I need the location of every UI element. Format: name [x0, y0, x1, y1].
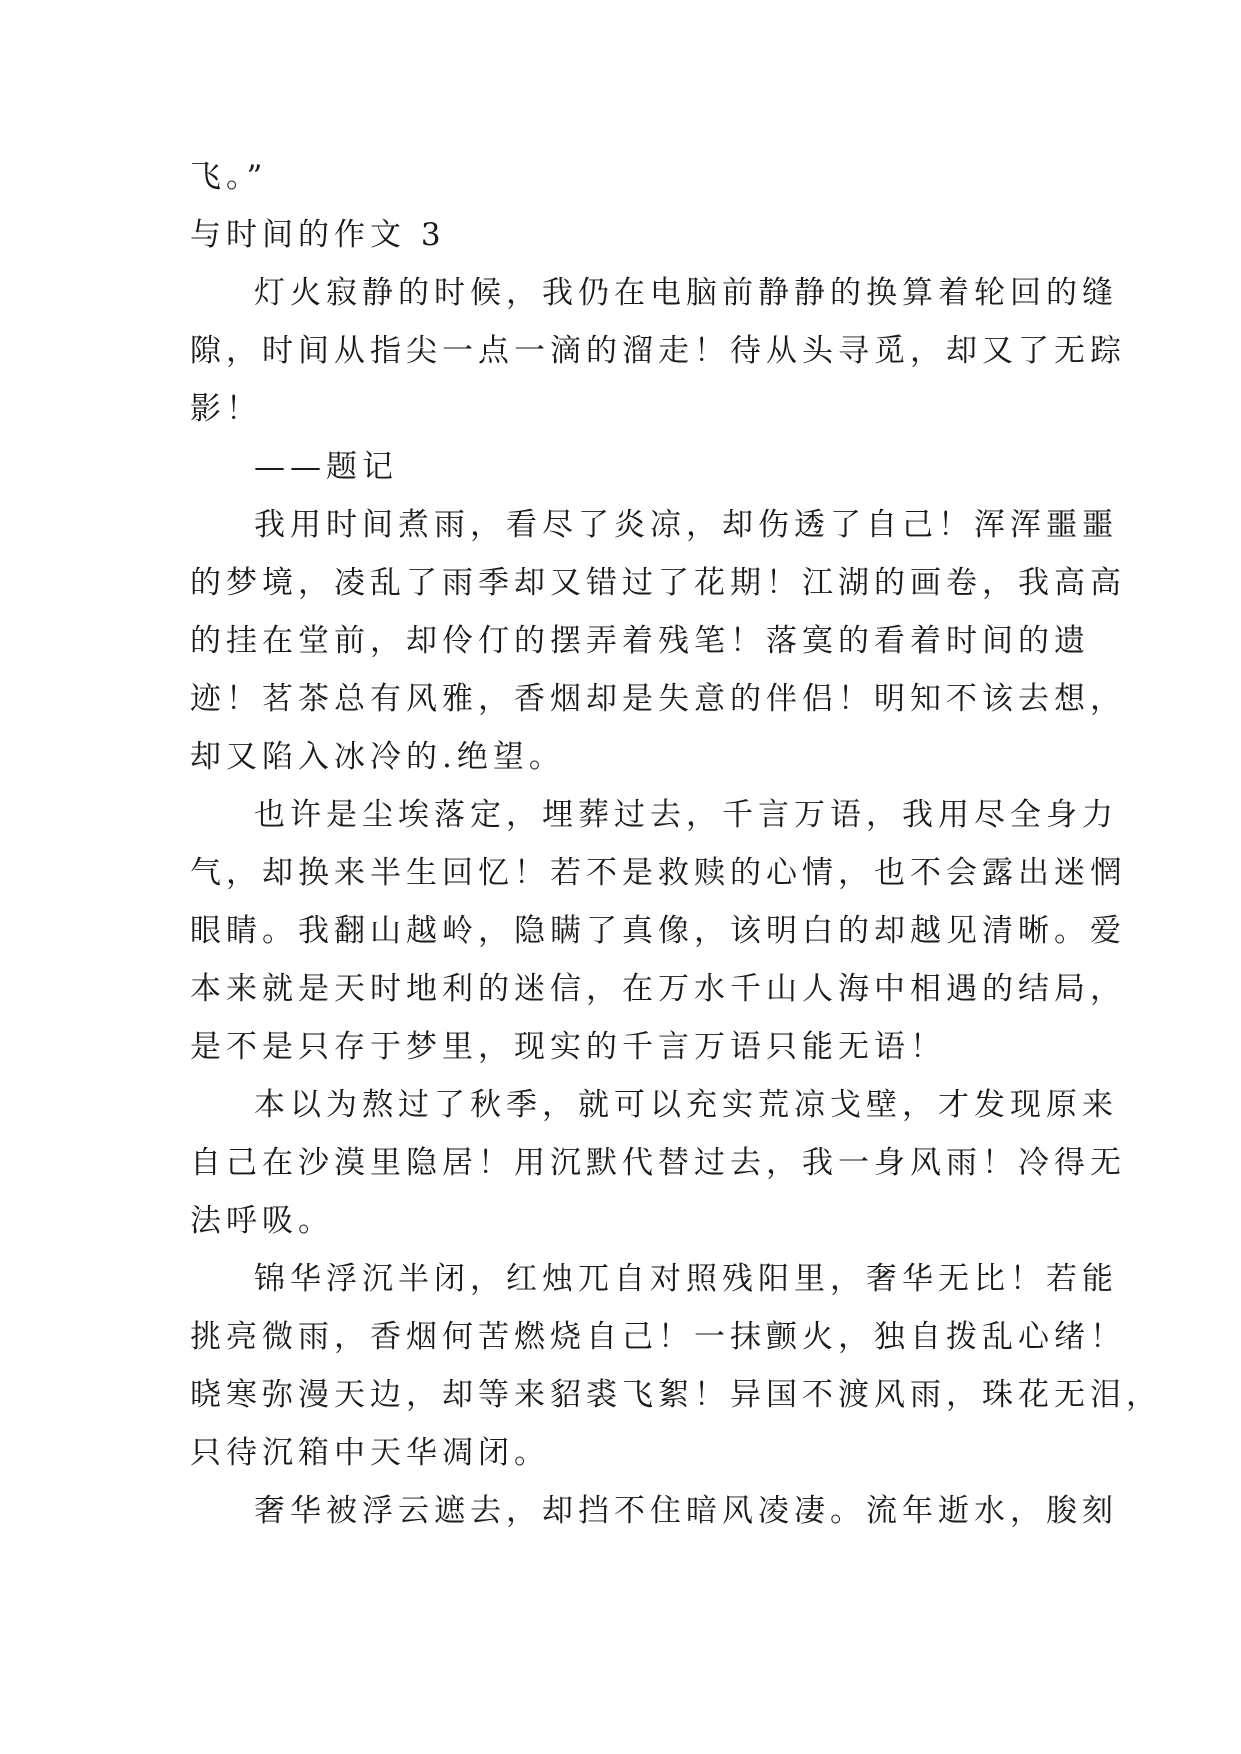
- text-line: 本以为熬过了秋季，就可以充实荒凉戈壁，才发现原来: [254, 1087, 1118, 1123]
- section-heading: 与时间的作文 3: [190, 217, 446, 253]
- text-line: 灯火寂静的时候，我仍在电脑前静静的换算着轮回的缝: [254, 275, 1118, 311]
- text-line: 锦华浮沉半闭，红烛兀自对照残阳里，奢华无比！若能: [254, 1261, 1118, 1297]
- text-line: 奢华被浮云遮去，却挡不住暗风凌凄。流年逝水，朘刻: [254, 1493, 1118, 1529]
- text-line: 自己在沙漠里隐居！用沉默代替过去，我一身风雨！冷得无: [190, 1145, 1126, 1181]
- continuation-line: 飞。”: [190, 159, 268, 195]
- epigraph-attribution: [190, 438, 1058, 496]
- text-line: 晓寒弥漫天边，却等来貂裘飞絮！异国不渡风雨，珠花无泪，: [190, 1377, 1162, 1413]
- text-line: 影！: [190, 391, 262, 427]
- text-line: 迹！茗茶总有风雅，香烟却是失意的伴侣！明知不该去想，: [190, 681, 1126, 717]
- text-line: 也许是尘埃落定，埋葬过去，千言万语，我用尽全身力: [254, 797, 1118, 833]
- text-line: 隙，时间从指尖一点一滴的溜走！待从头寻觅，却又了无踪: [190, 333, 1126, 369]
- text-line: 的梦境，凌乱了雨季却又错过了花期！江湖的画卷，我高高: [190, 565, 1126, 601]
- text-line: 眼睛。我翻山越岭，隐瞒了真像，该明白的却越见清晰。爱: [190, 913, 1126, 949]
- paragraph: [190, 496, 1126, 786]
- text-line: 只待沉箱中天华凋闭。: [190, 1435, 550, 1471]
- document-body: [190, 148, 1162, 1540]
- text-line: 挑亮微雨，香烟何苦燃烧自己！一抹颤火，独自拨乱心绪！: [190, 1319, 1126, 1355]
- text-line: 本来就是天时地利的迷信，在万水千山人海中相遇的结局，: [190, 971, 1126, 1007]
- paragraph: [190, 786, 1126, 1076]
- text-line: 却又陷入冰冷的.绝望。: [190, 739, 565, 775]
- text-line: 法呼吸。: [190, 1203, 334, 1239]
- paragraph: [190, 1482, 1118, 1540]
- paragraph: [190, 264, 1126, 438]
- text-line: 是不是只存于梦里，现实的千言万语只能无语！: [190, 1029, 946, 1065]
- text-line: 气，却换来半生回忆！若不是救赎的心情，也不会露出迷惘: [190, 855, 1126, 891]
- text-line: 的挂在堂前，却伶仃的摆弄着残笔！落寞的看着时间的遗: [190, 623, 1090, 659]
- text-line: 我用时间煮雨，看尽了炎凉，却伤透了自己！浑浑噩噩: [254, 507, 1118, 543]
- text-line: ——题记: [254, 449, 398, 485]
- paragraph: [190, 1076, 1126, 1250]
- paragraph: [190, 1250, 1162, 1482]
